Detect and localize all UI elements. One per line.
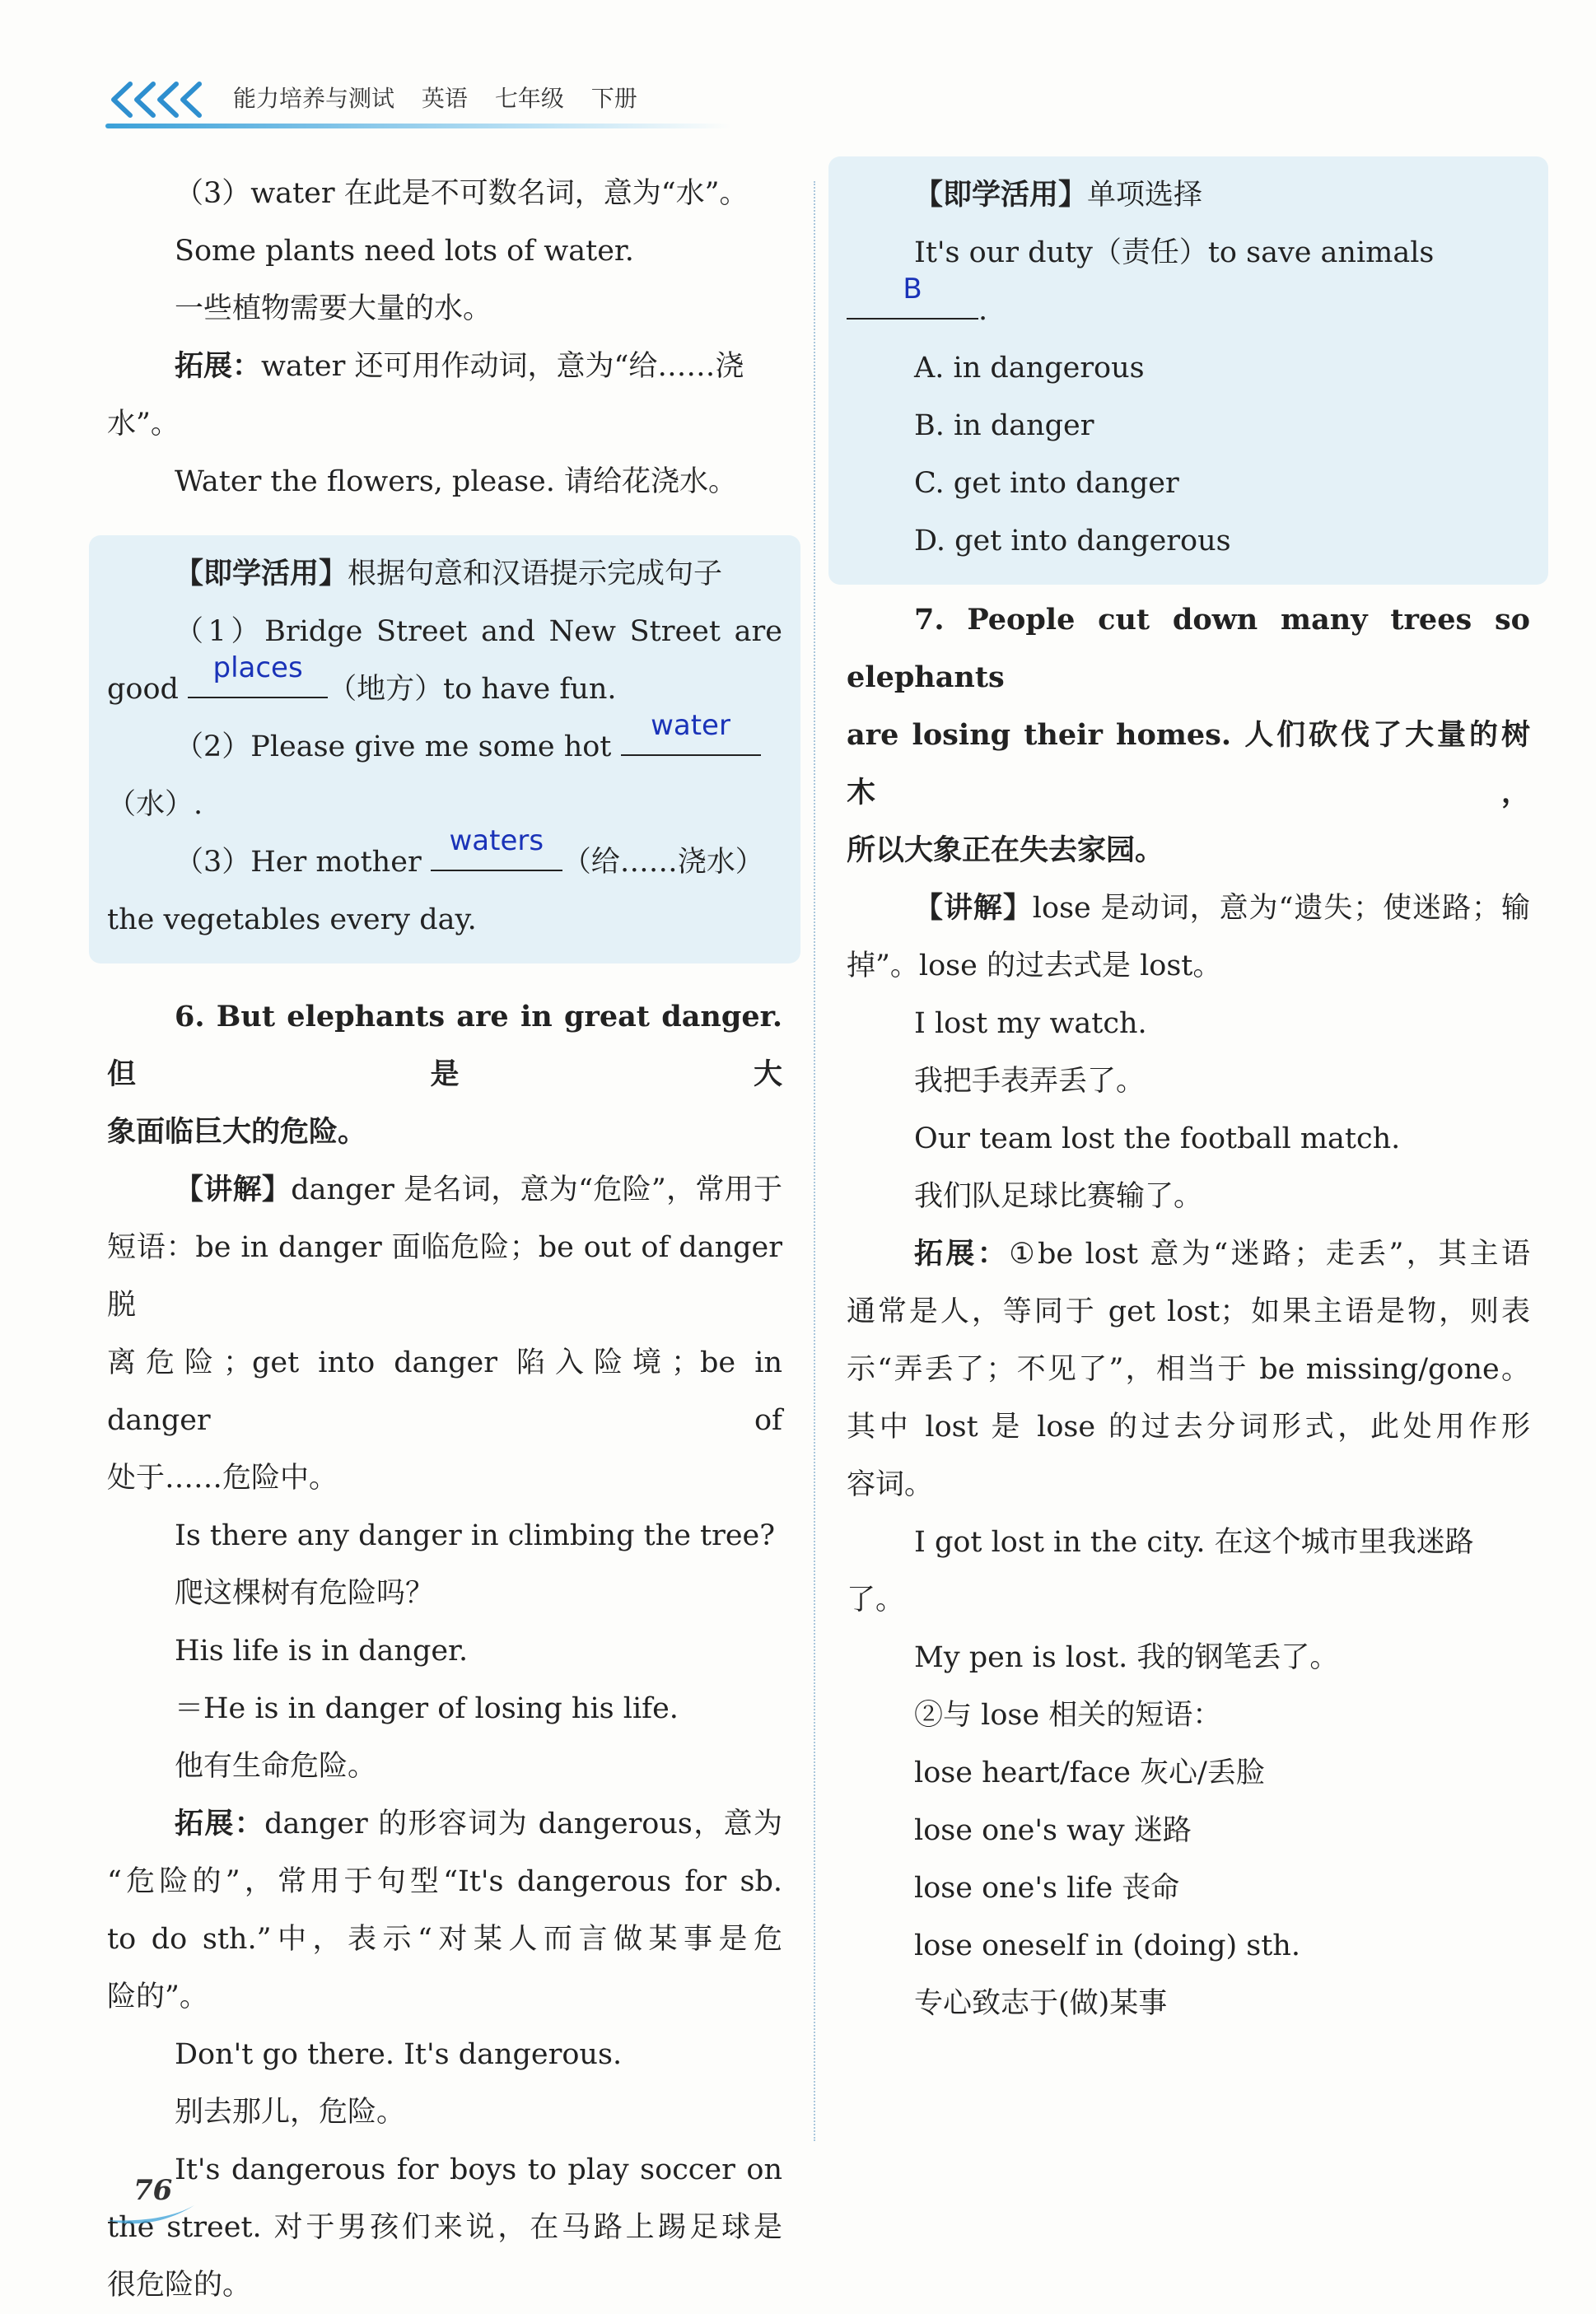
- option-b: B. in danger: [914, 409, 1094, 442]
- phrase-item: lose heart/face 灰心/丢脸: [914, 1756, 1265, 1789]
- sentence-7-line-1: 7. People cut down many trees so elephants: [847, 603, 1530, 694]
- extension-line-2: 通常是人，等同于 get lost；如果主语是物，则表: [847, 1295, 1530, 1328]
- example-translation: 一些植物需要大量的水。: [175, 292, 492, 325]
- extension-line-1: 拓展：①be lost 意为“迷路；走丢”，其主语: [914, 1238, 1530, 1271]
- phrase-item: lose oneself in (doing) sth.: [914, 1929, 1300, 1962]
- extension-line-4: 其中 lost 是 lose 的过去分词形式，此处用作形: [847, 1411, 1530, 1444]
- question-line-2: B .: [847, 282, 1530, 339]
- example-long-line-2: the street. 对于男孩们来说，在马路上踢足球是: [107, 2211, 782, 2244]
- extension-line-3: 示“弄丢了；不见了”，相当于 be missing/gone。: [847, 1353, 1530, 1386]
- answer-blank[interactable]: B: [847, 285, 978, 320]
- extension-line-1: 拓展：danger 的形容词为 dangerous，意为: [175, 1808, 782, 1840]
- extension-line-2: “危险的”，常用于句型“It's dangerous for sb.: [107, 1865, 782, 1898]
- explanation-line-3: 离危险；get into danger 陷入险境；be in danger of: [107, 1346, 782, 1437]
- option-a: A. in dangerous: [914, 352, 1145, 385]
- practice-box-choice: [828, 156, 1548, 585]
- extension-label: 拓展：: [175, 350, 262, 383]
- question-2-line-1: （2）Please give me some hot water: [107, 718, 782, 776]
- example-sentence: Our team lost the football match.: [914, 1122, 1401, 1155]
- explanation-line-1: 【讲解】lose 是动词，意为“遗失；使迷路；输: [914, 892, 1530, 925]
- example-long-line-1: It's dangerous for boys to play soccer on: [175, 2153, 782, 2186]
- extension-line-4: 险的”。: [107, 1980, 208, 2013]
- explanation-line-1: 【讲解】danger 是名词，意为“危险”，常用于: [175, 1173, 782, 1206]
- phrase-translation: 专心致志于(做)某事: [914, 1987, 1168, 2020]
- note-water-noun: （3）water 在此是不可数名词，意为“水”。: [175, 177, 749, 210]
- example-sentence: Don't go there. It's dangerous.: [175, 2038, 623, 2071]
- example-sentence: My pen is lost. 我的钢笔丢了。: [914, 1641, 1339, 1674]
- question-2-line-2: （水）.: [107, 788, 203, 821]
- answer-blank-1[interactable]: places: [188, 664, 328, 698]
- extension-line-3: to do sth.”中，表示“对某人而言做某事是危: [107, 1923, 782, 1956]
- header-title: [233, 81, 657, 114]
- example-sentence: I lost my watch.: [914, 1007, 1147, 1040]
- practice-title: 【即学活用】根据句意和汉语提示完成句子: [175, 558, 723, 590]
- column-divider: [814, 181, 815, 2141]
- page-header: [105, 74, 731, 132]
- page-number-text: 76: [133, 2174, 173, 2207]
- practice-title: 【即学活用】单项选择: [914, 179, 1203, 212]
- phrase-item: lose one's way 迷路: [914, 1814, 1192, 1847]
- example-long-line-3: 很危险的。: [107, 2269, 252, 2302]
- extension-text: water 还可用作动词，意为“给……浇水”。: [107, 350, 744, 441]
- chevron-arrows-icon: [105, 79, 212, 120]
- volume: 下册: [590, 85, 637, 112]
- example-sentence: Is there any danger in climbing the tree?: [175, 1519, 776, 1552]
- question-3-line-1: （3）Her mother waters （给……浇水）: [175, 824, 764, 879]
- example-sentence: His life is in danger.: [175, 1635, 469, 1668]
- example-translation: 我们队足球比赛输了。: [914, 1180, 1203, 1213]
- option-c: C. get into danger: [914, 467, 1179, 500]
- question-3-line-2: the vegetables every day.: [107, 903, 477, 936]
- book-title: 能力培养与测试: [233, 85, 395, 112]
- header-rule: [105, 124, 731, 128]
- example-translation: 他有生命危险。: [175, 1750, 377, 1783]
- practice-box-fill-in: [89, 535, 800, 963]
- subject: 英语: [421, 85, 468, 112]
- explanation-line-4: 处于……危险中。: [107, 1462, 338, 1495]
- example-translation: 别去那儿，危险。: [175, 2096, 406, 2129]
- extension-water-verb: [107, 338, 782, 453]
- right-column: [847, 156, 1530, 2032]
- explanation-line-2: 短语：be in danger 面临危险；be out of danger 脱: [107, 1231, 782, 1322]
- example-sentence: Some plants need lots of water.: [175, 235, 634, 268]
- question-line-1: It's our duty（责任）to save animals: [914, 236, 1435, 269]
- answer-blank-3[interactable]: waters: [431, 837, 562, 871]
- question-1-line-1: （1）Bridge Street and New Street are: [175, 615, 782, 648]
- example-translation: 我把手表弄丢了。: [914, 1065, 1146, 1098]
- example-translation: 爬这棵树有危险吗？: [175, 1577, 435, 1610]
- sentence-7-line-2: are losing their homes. 人们砍伐了大量的树木，: [847, 718, 1530, 809]
- sentence-6-line-1: 6. But elephants are in great danger. 但是大: [107, 1000, 782, 1091]
- option-d: D. get into dangerous: [914, 525, 1231, 558]
- sentence-6-line-2: 象面临巨大的危险。: [107, 1115, 367, 1149]
- left-column: [107, 165, 782, 2314]
- phrases-title: ②与 lose 相关的短语：: [914, 1699, 1222, 1732]
- answer-blank-2[interactable]: water: [621, 721, 761, 756]
- explanation-line-2: 掉”。lose 的过去式是 lost。: [847, 949, 1222, 982]
- grade: 七年级: [494, 85, 564, 112]
- example-sentence: I got lost in the city. 在这个城市里我迷路了。: [847, 1526, 1474, 1617]
- extension-line-5: 容词。: [847, 1468, 934, 1501]
- sentence-7-line-3: 所以大象正在失去家园。: [847, 833, 1164, 867]
- example-sentence: Water the flowers, please. 请给花浇水。: [175, 465, 738, 498]
- example-sentence: ＝He is in danger of losing his life.: [175, 1692, 679, 1725]
- question-1-line-2: good places （地方）to have fun.: [107, 651, 617, 706]
- page-number: [105, 2174, 204, 2223]
- phrase-item: lose one's life 丧命: [914, 1872, 1180, 1905]
